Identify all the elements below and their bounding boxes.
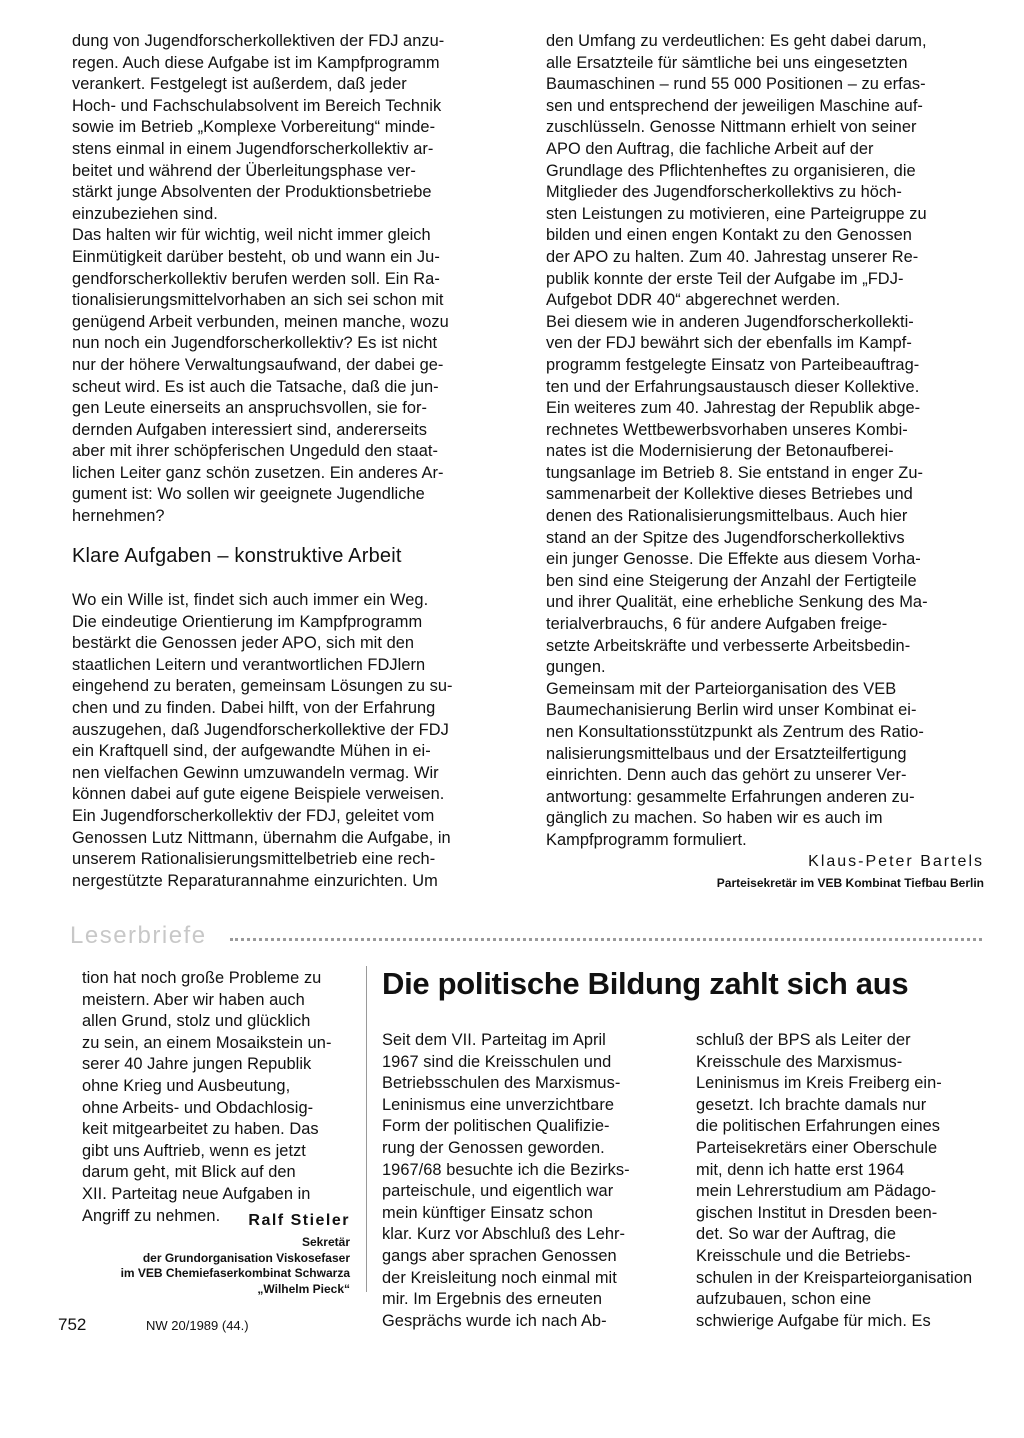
letter-paragraph: tion hat noch große Probleme zu meistern. Aber wir haben auch allen Grund, stolz und glücklich zu sein, an einem Mosaikstein un- serer 40 Jahre jungen Republik ohne Krieg und Ausbeutung, ohne Arbeits- und Obdachlosig- keit mitgearbeitet zu haben. Das gibt uns Auftrieb, wenn es jetzt darum geht, mit Blick auf den XII. Parteitag neue Aufgaben in Angriff zu nehmen. — [82, 969, 332, 1225]
article-column-2 — [546, 31, 928, 852]
article-subheading: Klare Aufgaben – konstruktive Arbeit — [72, 545, 402, 567]
section-label: Leserbriefe — [70, 922, 207, 949]
author-name: Klaus-Peter Bartels — [808, 853, 984, 870]
letter-paragraph: Seit dem VII. Parteitag im April 1967 sind die Kreisschulen und Betriebsschulen des Marxismus- Leninismus eine unverzichtbare Form der politischen Qualifizie- rung der Genossen geworden. 1967/68 besuchte ich die Bezirks- parteischule, und eigentlich war mein künftiger Einsatz schon klar. Kurz vor Abschluß des Lehr- gangs aber sprachen Genossen der Kreisleitung noch einmal mit mir. Im Ergebnis des erneuten Gesprächs wurde ich nach Ab- — [382, 1031, 630, 1330]
article-column-1-continued — [72, 590, 453, 892]
letter-headline: Die politische Bildung zahlt sich aus — [382, 966, 909, 1001]
article-paragraph: den Umfang zu verdeutlichen: Es geht dabei darum, alle Ersatzteile für sämtliche bei uns eingesetzten Baumaschinen – rund 55 000 Positionen – zu erfas- sen und entsprechend der jeweiligen Maschine auf- zuschlüsseln. Genosse Nittmann erhielt von seiner APO den Auftrag, die fachliche Arbeit auf der Grundlage des Pflichtenheftes zu organisieren, die Mitglieder des Jugendforscherkollektivs zu höch- sten Leistungen zu motivieren, eine Parteigruppe zu bilden und einen engen Kontakt zu den Genossen der APO zu halten. Zum 40. Jahrestag unserer Re- publik konnte der erste Teil der Aufgabe im „FDJ- Aufgebot DDR 40“ abgerechnet werden. Bei diesem wie in anderen Jugendforscherkollekti- ven der FDJ bewährt sich der ebenfalls im Kampf- programm festgelegte Einsatz von Parteibeauftrag- ten und der Erfahrungsaustausch dieser Kollektive. Ein weiteres zum 40. Jahrestag der Republik abge- rechnetes Wettbewerbsvorhaben unseres Kombi- nates ist die Modernisierung der Betonaufberei- tungsanlage im Betrieb 8. Sie entstand in enger Zu- sammenarbeit der Kollektive dieses Betriebes und denen des Rationalisierungsmittelbaus. Auch hier stand an der Spitze des Jugendforscherkollektivs ein junger Genosse. Die Effekte aus diesem Vorha- ben sind eine Steigerung der Anzahl der Fertigteile und ihrer Qualität, eine erhebliche Senkung des Ma- terialverbrauchs, 6 für andere Aufgaben freige- setzte Arbeitskräfte und verbesserte Arbeitsbedin- gungen. Gemeinsam mit der Parteiorganisation des VEB Baumechanisierung Berlin wird unser Kombinat ei- nen Konsultationsstützpunkt als Zentrum des Ratio- nalisierungsmittelbaus und der Ersatzteilfertigung einrichten. Denn auch das gehört zu unserer Ver- antwortung: gesammelte Erfahrungen anderen zu- gänglich zu machen. So haben wir es auch im Kampfprogramm formuliert. — [546, 32, 928, 849]
article-paragraph: Wo ein Wille ist, findet sich auch immer ein Weg. Die eindeutige Orientierung im Kampfprogramm bestärkt die Genossen jeder APO, sich mit den staatlichen Leitern und verantwortlichen FDJlern eingehend zu beraten, gemeinsam Lösungen zu su- chen und zu finden. Dabei hilft, von der Erfahrung auszugehen, daß Jugendforscherkollektive der FDJ ein Kraftquell sind, der aufgewandte Mühen in ei- nen vielfachen Gewinn umzuwandeln vermag. Wir können dabei auf gute eigene Beispiele verweisen. Ein Jugendforscherkollektiv der FDJ, geleitet vom Genossen Lutz Nittmann, übernahm die Aufgabe, in unserem Rationalisierungsmittelbetrieb eine rech- nergestützte Reparaturannahme einzurichten. Um — [72, 591, 453, 890]
article-paragraph: dung von Jugendforscherkollektiven der FDJ anzu- regen. Auch diese Aufgabe ist im Kampfprogramm verankert. Festgelegt ist außerdem, daß jeder Hoch- und Fachschulabsolvent im Bereich Technik sowie im Betrieb „Komplexe Vorbereitung“ minde- stens einmal in einem Jugendforscherkollektiv ar- beitet und während der Überleitungsphase ver- stärkt junge Absolventen der Produktionsbetriebe einzubeziehen sind. Das halten wir für wichtig, weil nicht immer gleich Einmütigkeit darüber besteht, ob und wann ein Ju- gendforscherkollektiv berufen werden soll. Ein Ra- tionalisierungsmittelvorhaben an sich sei schon mit genügend Arbeit verbunden, meinen manche, wozu nun noch ein Jugendforscherkollektiv? Es ist nicht nur der höhere Verwaltungsaufwand, der dabei ge- scheut wird. Es ist auch die Tatsache, daß die jun- gen Leute einerseits an anspruchsvollen, sie for- dernden Aufgaben interessiert sind, andererseits aber mit ihrer schöpferischen Ungeduld den staat- lichen Leiter ganz schön zusetzen. Ein anderes Ar- gument ist: Wo sollen wir geeignete Jugendliche hernehmen? — [72, 32, 449, 526]
section-divider — [230, 938, 982, 941]
issue-reference: NW 20/1989 (44.) — [146, 1318, 249, 1333]
column-divider — [366, 966, 367, 1292]
letter-2-column-1 — [382, 1030, 630, 1332]
letter-2-column-2 — [696, 1030, 972, 1332]
signature-role: Sekretär der Grundorganisation Viskosefaser im VEB Chemiefaserkombinat Schwarza „Wilhelm Pieck“ — [120, 1235, 350, 1296]
author-role: Parteisekretär im VEB Kombinat Tiefbau Berlin — [716, 876, 984, 890]
page-number: 752 — [58, 1315, 87, 1334]
letter-paragraph: schluß der BPS als Leiter der Kreisschule des Marxismus- Leninismus im Kreis Freiberg ein- gesetzt. Ich brachte damals nur die politischen Erfahrungen eines Parteisekretärs einer Oberschule mit, denn ich hatte erst 1964 mein Lehrerstudium am Pädago- gischen Institut in Dresden been- det. So war der Auftrag, die Kreisschule und die Betriebs- schulen in der Kreisparteiorganisation aufzubauen, schon eine schwierige Aufgabe für mich. Es — [696, 1031, 973, 1330]
signature-name: Ralf Stieler — [248, 1212, 350, 1229]
letter-1-column — [82, 968, 331, 1227]
article-column-1 — [72, 31, 449, 528]
